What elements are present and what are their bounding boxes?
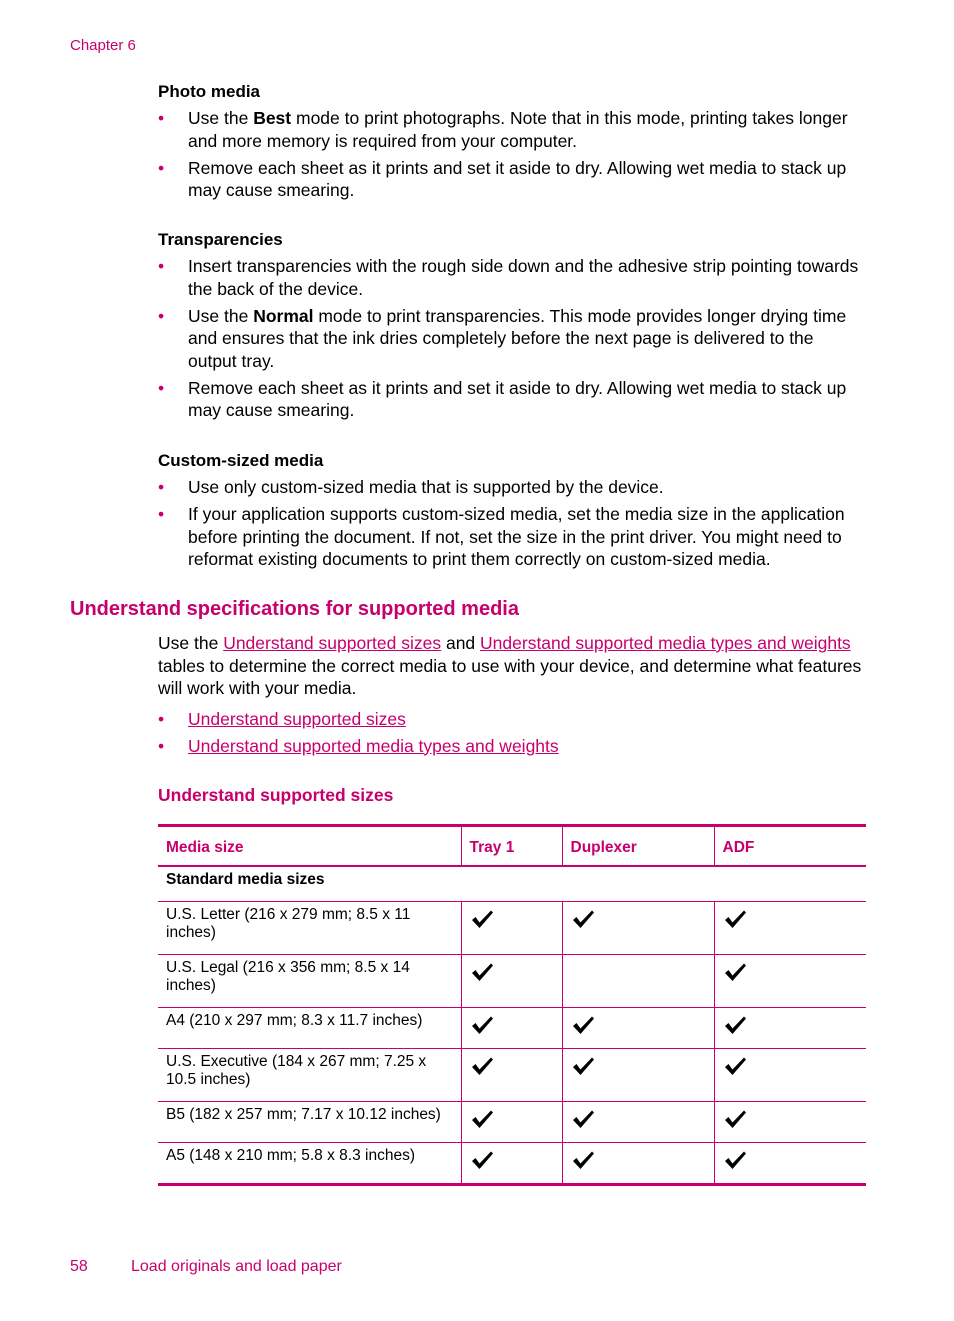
column-header-media-size: Media size [158,826,461,867]
checkmark-icon [723,1108,747,1130]
media-size-cell: B5 (182 x 257 mm; 7.17 x 10.12 inches) [158,1102,461,1143]
cell-duplexer [562,902,714,955]
checkmark-icon [571,1149,595,1171]
checkmark-icon [723,1055,747,1077]
link-media-types-weights[interactable]: Understand supported media types and weights [480,633,851,653]
checkmark-icon [723,908,747,930]
bullet-icon: • [158,377,165,398]
link-supported-sizes-item[interactable]: Understand supported sizes [188,708,406,729]
cell-tray1 [461,1143,562,1185]
list-item: • If your application supports custom-sized media, set the media size in the application before printing the document. If not, set the size in the print driver. You might need to reformat existing documents to print them correctly on custom-sized media. [158,504,845,569]
cell-duplexer [562,1102,714,1143]
custom-media-list [158,476,866,571]
cell-adf [714,955,866,1008]
column-header-adf: ADF [714,826,866,867]
checkmark-icon [723,961,747,983]
list-item: • Use only custom-sized media that is supported by the device. [158,477,664,497]
transparencies-list [158,255,866,422]
sizes-subheading-block [158,785,866,806]
cell-duplexer [562,1049,714,1102]
sizes-subheading: Understand supported sizes [158,785,394,805]
checkmark-icon [470,1149,494,1171]
photo-media-heading: Photo media [158,82,261,101]
bullet-icon: • [158,477,165,497]
table-row [158,1008,866,1049]
chapter-label: Chapter 6 [70,37,136,54]
checkmark-icon [470,1108,494,1130]
cell-tray1 [461,1008,562,1049]
list-item: • Use the Best mode to print photographs. Note that in this mode, printing takes longer and more memory is required from your computer. [158,108,848,151]
bullet-icon: • [158,256,165,276]
bullet-icon: • [158,735,165,756]
list-item: • Insert transparencies with the rough side down and the adhesive strip pointing towards the back of the device. [158,256,859,299]
cell-tray1 [461,902,562,955]
media-size-cell: A4 (210 x 297 mm; 8.3 x 11.7 inches) [158,1008,461,1049]
bullet-icon: • [158,708,165,729]
specs-intro-block [158,632,866,762]
checkmark-icon [470,1014,494,1036]
bullet-icon: • [158,108,165,128]
table-group-row [158,866,866,902]
cell-adf [714,1008,866,1049]
link-media-types-weights-item[interactable]: Understand supported media types and weights [188,735,559,756]
custom-media-section [158,451,866,575]
table-row [158,955,866,1008]
table-row [158,1049,866,1102]
checkmark-icon [723,1014,747,1036]
checkmark-icon [470,961,494,983]
bullet-icon: • [158,305,165,326]
list-item [158,735,866,758]
group-label: Standard media sizes [158,866,866,902]
link-supported-sizes[interactable]: Understand supported sizes [223,633,442,653]
custom-media-heading: Custom-sized media [158,451,324,470]
specs-heading: Understand specifications for supported media [70,598,519,620]
checkmark-icon [571,908,595,930]
media-size-cell: A5 (148 x 210 mm; 5.8 x 8.3 inches) [166,1147,415,1164]
cell-tray1 [461,955,562,1008]
specs-intro: Use the Understand supported sizes and Understand supported media types and weights tables to determine the correct media to use with your device, and determine what features will work with your media. [158,633,862,698]
table-header-row [158,826,866,867]
column-header-duplexer: Duplexer [562,826,714,867]
cell-adf [714,1143,866,1185]
list-item: • Remove each sheet as it prints and set it aside to dry. Allowing wet media to stack up may cause smearing. [158,157,847,200]
bullet-icon: • [158,157,165,178]
transparencies-heading: Transparencies [158,230,283,249]
checkmark-icon [723,1149,747,1171]
page-number: 58 [70,1258,88,1275]
footer-section-title: Load originals and load paper [131,1258,342,1275]
media-size-cell: U.S. Letter (216 x 279 mm; 8.5 x 11 inches) [158,902,461,955]
cell-duplexer [562,1143,714,1185]
transparencies-section [158,230,866,426]
column-header-tray1: Tray 1 [461,826,562,867]
cell-tray1 [461,1049,562,1102]
checkmark-icon [571,1055,595,1077]
bullet-icon: • [158,504,165,524]
table-row [158,902,866,955]
media-size-cell: U.S. Legal (216 x 356 mm; 8.5 x 14 inches) [158,955,461,1008]
media-size-cell: U.S. Executive (184 x 267 mm; 7.25 x 10.5 inches) [158,1049,461,1102]
table-row [158,1102,866,1143]
cell-duplexer [562,955,714,1008]
checkmark-icon [571,1108,595,1130]
photo-media-list [158,107,866,202]
checkmark-icon [470,908,494,930]
photo-media-section [158,82,866,206]
list-item: • Use the Normal mode to print transparencies. This mode provides longer drying time and ensures that the ink dries completely before the next page is delivered to the output tray. [158,305,847,371]
list-item [158,708,866,731]
cell-adf [714,1049,866,1102]
checkmark-icon [571,1014,595,1036]
checkmark-icon [470,1055,494,1077]
cell-duplexer [562,1008,714,1049]
cell-adf [714,1102,866,1143]
cell-adf [714,902,866,955]
supported-sizes-table [158,824,866,1186]
list-item: • Remove each sheet as it prints and set it aside to dry. Allowing wet media to stack up may cause smearing. [158,377,847,420]
cell-tray1 [461,1102,562,1143]
specs-link-list [158,708,866,758]
table-row [158,1143,866,1185]
